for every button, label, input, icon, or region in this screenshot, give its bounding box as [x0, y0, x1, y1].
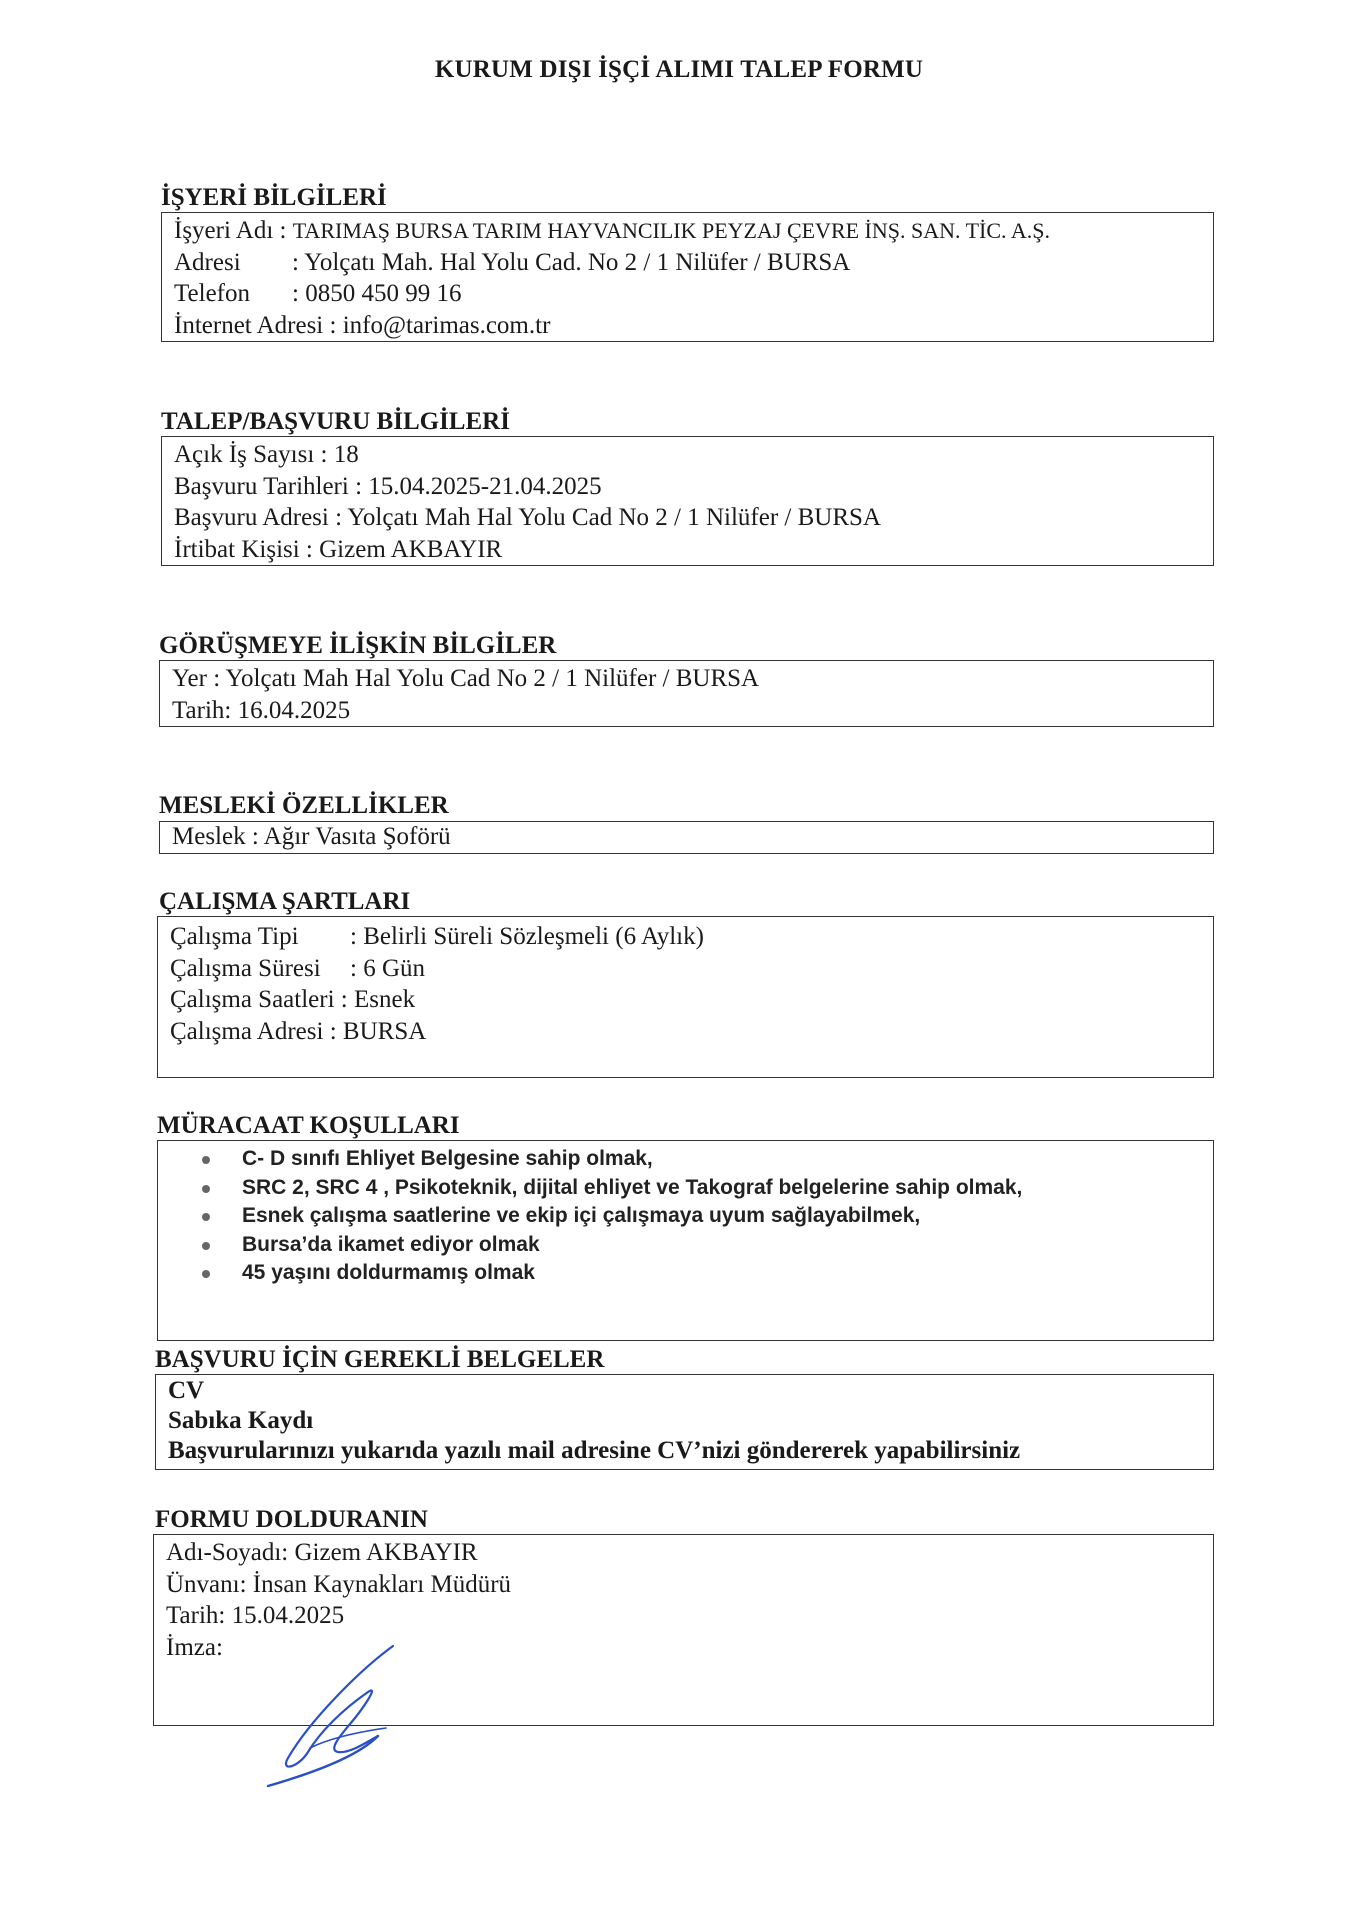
requirements-heading: MÜRACAAT KOŞULLARI — [157, 1112, 460, 1139]
workplace-phone-label: Telefon — [174, 280, 250, 307]
interview-heading: GÖRÜŞMEYE İLİŞKİN BİLGİLER — [159, 632, 557, 659]
condition-hours-value: : Esnek — [340, 986, 416, 1013]
condition-address-row — [170, 1016, 1203, 1048]
conditions-box — [157, 916, 1214, 1078]
condition-duration-row — [170, 953, 1203, 985]
application-line: Başvuru Adresi : Yolçatı Mah Hal Yolu Cad No 2 / 1 Nilüfer / BURSA — [174, 504, 881, 531]
filled-by-line: Ünvanı: İnsan Kaynakları Müdürü — [166, 1570, 512, 1598]
workplace-web-row — [174, 310, 1203, 342]
interview-box — [159, 660, 1214, 727]
condition-type-label: Çalışma Tipi — [170, 923, 299, 950]
condition-type-value: : Belirli Süreli Sözleşmeli (6 Aylık) — [350, 923, 704, 950]
profession-box — [159, 821, 1214, 854]
filled-by-line: Adı-Soyadı: Gizem AKBAYIR — [166, 1539, 478, 1566]
workplace-phone-row — [174, 278, 1203, 310]
signature-image — [250, 1640, 420, 1790]
profession-line: Meslek : Ağır Vasıta Şoförü — [172, 823, 451, 850]
workplace-phone-value: : 0850 450 99 16 — [292, 280, 462, 307]
workplace-address-value: : Yolçatı Mah. Hal Yolu Cad. No 2 / 1 Nilüfer / BURSA — [292, 248, 851, 276]
application-line: Açık İş Sayısı : 18 — [174, 441, 359, 468]
application-line: Başvuru Tarihleri : 15.04.2025-21.04.2025 — [174, 472, 602, 500]
documents-box — [155, 1374, 1214, 1470]
application-box — [161, 436, 1214, 566]
form-title: KURUM DIŞI İŞÇİ ALIMI TALEP FORMU — [434, 56, 924, 83]
requirement-item: C- D sınıfı Ehliyet Belgesine sahip olmak, — [202, 1145, 1213, 1174]
profession-heading: MESLEKİ ÖZELLİKLER — [159, 792, 449, 819]
condition-address-label: Çalışma Adresi — [170, 1017, 324, 1045]
workplace-name-row — [174, 215, 1203, 247]
interview-line: Tarih: 16.04.2025 — [172, 696, 351, 724]
filled-by-line: İmza: — [166, 1633, 223, 1661]
filled-by-line: Tarih: 15.04.2025 — [166, 1602, 345, 1629]
condition-hours-label: Çalışma Saatleri — [170, 986, 335, 1013]
requirement-item: SRC 2, SRC 4 , Psikoteknik, dijital ehliyet ve Takograf belgelerine sahip olmak, — [202, 1174, 1213, 1203]
requirement-item: Bursa’da ikamet ediyor olmak — [202, 1231, 1213, 1260]
workplace-box — [161, 212, 1214, 342]
application-line: İrtibat Kişisi : Gizem AKBAYIR — [174, 535, 503, 563]
interview-line: Yer : Yolçatı Mah Hal Yolu Cad No 2 / 1 Nilüfer / BURSA — [172, 665, 760, 692]
application-heading: TALEP/BAŞVURU BİLGİLERİ — [161, 408, 510, 435]
workplace-address-row — [174, 247, 1203, 279]
conditions-heading: ÇALIŞMA ŞARTLARI — [159, 888, 411, 915]
workplace-web-value: : info@tarimas.com.tr — [329, 311, 551, 339]
documents-line: Sabıka Kaydı — [168, 1407, 314, 1434]
workplace-name-label: İşyeri Adı : — [174, 217, 287, 244]
condition-duration-value: : 6 Gün — [350, 954, 425, 982]
requirements-box — [157, 1140, 1214, 1341]
workplace-address-label: Adresi — [174, 248, 241, 276]
requirement-item: Esnek çalışma saatlerine ve ekip içi çalışmaya uyum sağlayabilmek, — [202, 1202, 1213, 1231]
requirements-list — [158, 1141, 1213, 1288]
workplace-web-label: İnternet Adresi — [174, 311, 324, 339]
workplace-heading: İŞYERİ BİLGİLERİ — [161, 184, 387, 211]
documents-line: CV — [168, 1377, 205, 1404]
workplace-name-value: TARIMAŞ BURSA TARIM HAYVANCILIK PEYZAJ ÇEVRE İNŞ. SAN. TİC. A.Ş. — [292, 218, 1050, 243]
condition-address-value: : BURSA — [329, 1017, 427, 1045]
condition-duration-label: Çalışma Süresi — [170, 954, 321, 982]
documents-line: Başvurularınızı yukarıda yazılı mail adresine CV’nizi göndererek yapabilirsiniz — [168, 1437, 1021, 1464]
condition-hours-row — [170, 984, 1203, 1016]
condition-type-row — [170, 921, 1203, 953]
filled-by-heading: FORMU DOLDURANIN — [155, 1506, 428, 1533]
documents-heading: BAŞVURU İÇİN GEREKLİ BELGELER — [155, 1346, 605, 1373]
requirement-item: 45 yaşını doldurmamış olmak — [202, 1259, 1213, 1288]
